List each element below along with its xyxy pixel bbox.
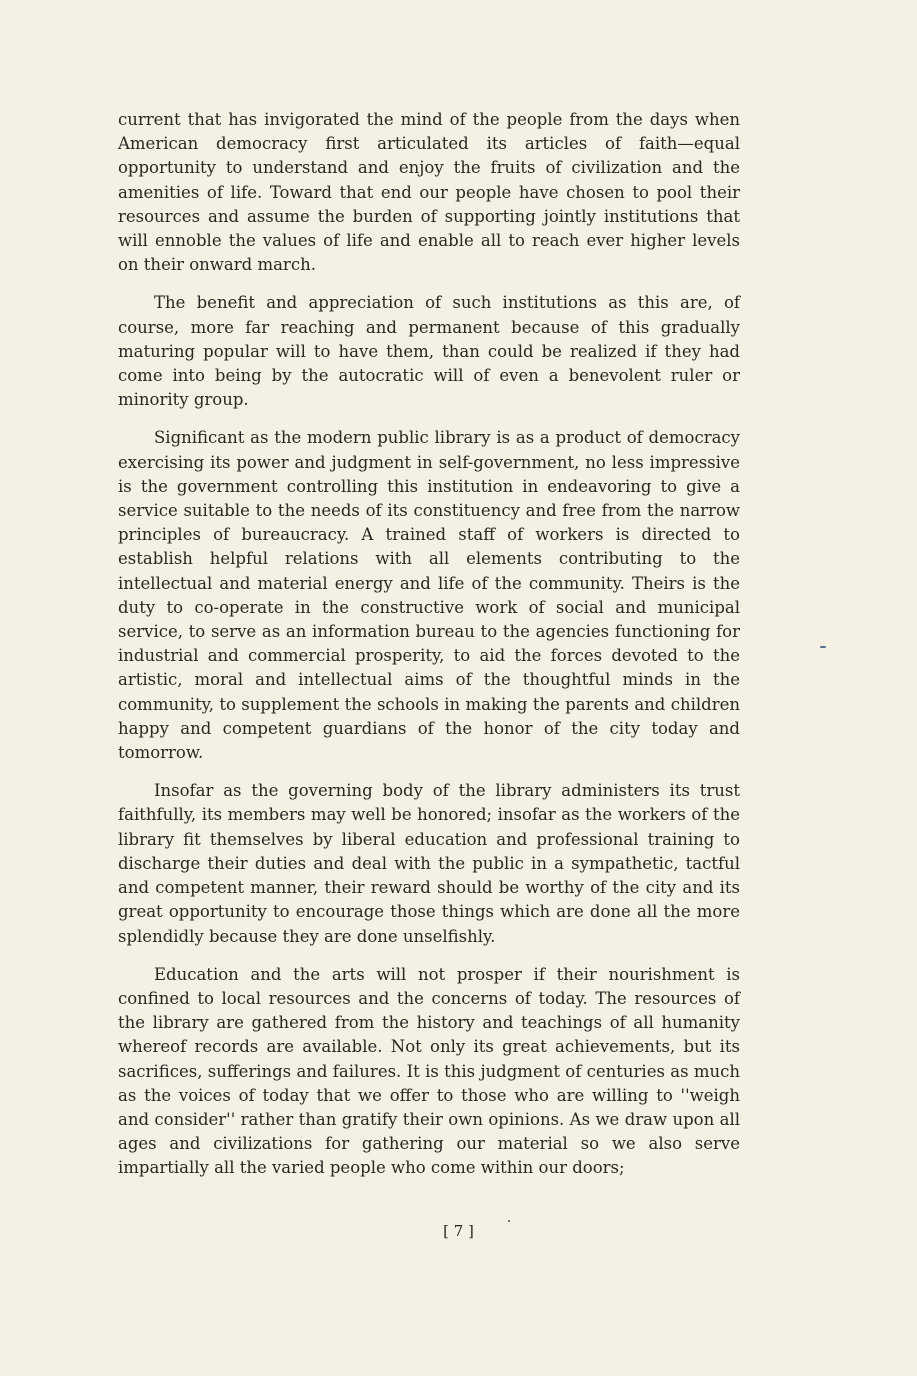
paragraph-1: current that has invigorated the mind of the people from the days when American democracy first articulated its articles of faith—equal opportunity to understand and enjoy the fruits of civilization and the amenities of life. Toward that end our people have chosen to pool their resources and assume the burden of supporting jointly institutions that will ennoble the values of life and enable all to reach ever higher levels on their onward march.: [118, 110, 740, 275]
paragraph-3: Significant as the modern public library is as a product of democracy exercising its power and judgment in self-government, no less impressive is the government controlling this institution in endeavoring to give a service suitable to the needs of its constituency and free from the narrow principles of bureaucracy. A trained staff of workers is directed to establish helpful relations with all elements contributing to the intellectual and material energy and life of the community. Theirs is the duty to co-operate in the constructive work of social and municipal service, to serve as an information bureau to the agencies functioning for industrial and commercial prosperity, to aid the forces devoted to the artistic, moral and intellectual aims of the thoughtful minds in the community, to supplement the schools in making the parents and children happy and competent guardians of the honor of the city today and tomorrow.: [118, 428, 740, 763]
page-number: [ 7 ]: [443, 1222, 474, 1240]
ink-speck-small: [508, 1220, 510, 1222]
ink-speck: [820, 646, 826, 648]
paragraph-4: Insofar as the governing body of the library administers its trust faithfully, its members may well be honored; insofar as the workers of the library fit themselves by liberal education and professional training to discharge their duties and deal with the public in a sympathetic, tactful and competent manner, their reward should be worthy of the city and its great opportunity to encourage those things which are done all the more splendidly because they are done unselfishly.: [118, 781, 740, 946]
paragraph-5: Education and the arts will not prosper if their nourishment is confined to local resources and the concerns of today. The resources of the library are gathered from the history and teachings of all humanity whereof records are available. Not only its great achievements, but its sacrifices, sufferings and failures. It is this judgment of centuries as much as the voices of today that we offer to those who are willing to ''weigh and consider'' rather than gratify their own opinions. As we draw upon all ages and civilizations for gathering our material so we also serve impartially all the varied people who come within our doors;: [118, 964, 740, 1178]
body-text: [118, 108, 740, 1195]
paragraph-2: The benefit and appreciation of such institutions as this are, of course, more far reaching and permanent because of this gradually maturing popular will to have them, than could be realized if they had come into being by the autocratic will of even a benevolent ruler or minority group.: [118, 293, 740, 410]
